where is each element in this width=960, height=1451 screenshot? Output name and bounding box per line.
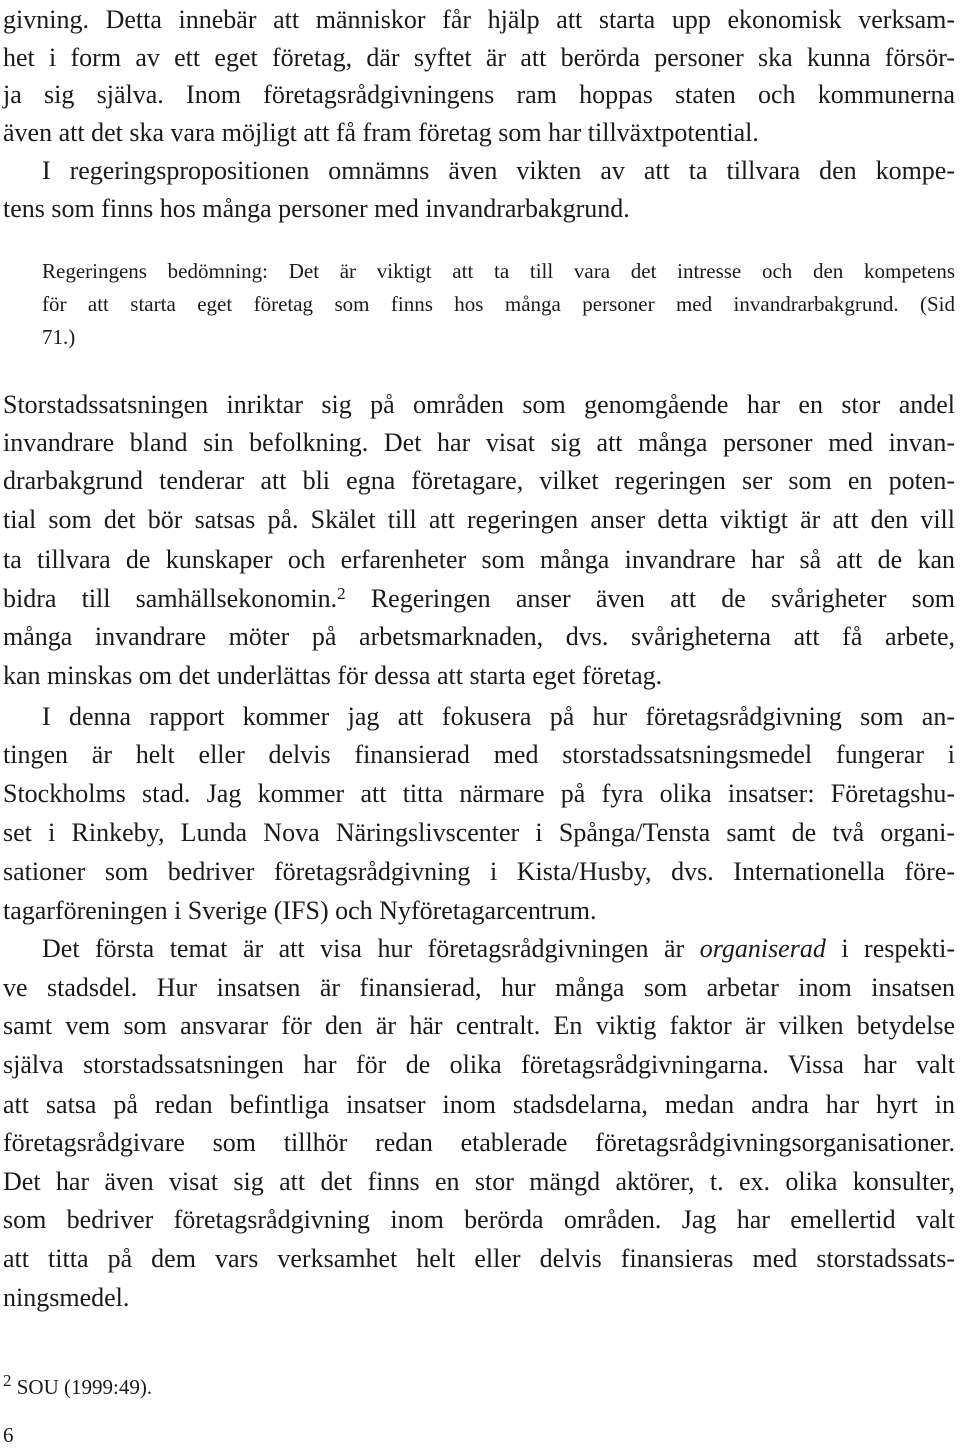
footnote	[3, 1370, 152, 1404]
page-number: 6	[3, 1423, 14, 1447]
text-line: själva storstadssatsningen har för de olika företagsrådgivningarna. Vissa har valt	[3, 1050, 955, 1079]
text-line: sationer som bedriver företagsrådgivning i Kista/Husby, dvs. Internationella före-	[3, 857, 955, 886]
text-line: drarbakgrund tenderar att bli egna företagare, vilket regeringen ser som en poten-	[3, 466, 955, 495]
text-line: företagsrådgivare som tillhör redan etablerade företagsrådgivningsorganisationer.	[3, 1128, 955, 1157]
text-line: många invandrare möter på arbetsmarknaden, dvs. svårigheterna att få arbete,	[3, 622, 955, 651]
text-span: i respekti-	[825, 934, 955, 963]
text-line: set i Rinkeby, Lunda Nova Näringslivscenter i Spånga/Tensta samt de två organi-	[3, 818, 955, 847]
text-line: I denna rapport kommer jag att fokusera på hur företagsrådgivning som an-	[42, 702, 955, 731]
text-line: ve stadsdel. Hur insatsen är finansierad, hur många som arbetar inom insatsen	[3, 973, 955, 1002]
text-line: Det har även visat sig att det finns en stor mängd aktörer, t. ex. olika konsulter,	[3, 1167, 955, 1196]
text-line: tial som det bör satsas på. Skälet till att regeringen anser detta viktigt är att den vill	[3, 505, 955, 534]
text-line: att satsa på redan befintliga insatser inom stadsdelarna, medan andra har hyrt in	[3, 1090, 955, 1119]
text-line: I regeringspropositionen omnämns även vikten av att ta tillvara den kompe-	[42, 156, 955, 185]
text-line: ningsmedel.	[3, 1283, 130, 1312]
text-line: även att det ska vara möjligt att få fram företag som har tillväxtpotential.	[3, 118, 759, 147]
text-line: Stockholms stad. Jag kommer att titta närmare på fyra olika insatser: Företagshu-	[3, 779, 955, 808]
text-line: tens som finns hos många personer med invandrarbakgrund.	[3, 194, 630, 223]
text-span: Regeringen anser även att de svårigheter som	[345, 584, 955, 613]
emphasized-word: organiserad	[699, 934, 826, 963]
quote-line: 71.)	[42, 325, 76, 349]
quote-line: för att starta eget företag som finns hos många personer med invandrarbakgrund. (Sid	[42, 292, 955, 316]
text-line: ja sig själva. Inom företagsrådgivningens ram hoppas staten och kommunerna	[3, 80, 955, 109]
text-line-with-emphasis	[42, 929, 955, 969]
quote-line: Regeringens bedömning: Det är viktigt att ta till vara det intresse och den kompetens	[42, 259, 955, 283]
text-line: att titta på dem vars verksamhet helt eller delvis finansieras med storstadssats-	[3, 1244, 955, 1273]
text-line: givning. Detta innebär att människor får hjälp att starta upp ekonomisk verksam-	[3, 5, 955, 34]
text-line: invandrare bland sin befolkning. Det har visat sig att många personer med invan-	[3, 428, 955, 457]
text-line: som bedriver företagsrådgivning inom berörda områden. Jag har emellertid valt	[3, 1205, 955, 1234]
text-line: Storstadssatsningen inriktar sig på områden som genomgående har en stor andel	[3, 390, 955, 419]
text-line: het i form av ett eget företag, där syftet är att berörda personer ska kunna försör-	[3, 43, 955, 72]
text-line: kan minskas om det underlättas för dessa att starta eget företag.	[3, 661, 663, 690]
text-line-with-footnote	[3, 579, 955, 619]
text-line: tagarföreningen i Sverige (IFS) och Nyföretagarcentrum.	[3, 896, 597, 925]
text-line: tingen är helt eller delvis finansierad med storstadssatsningsmedel fungerar i	[3, 740, 955, 769]
text-line: ta tillvara de kunskaper och erfarenheter som många invandrare har så att de kan	[3, 545, 955, 574]
text-span: Det första temat är att visa hur företagsrådgivningen är	[42, 934, 700, 963]
footnote-text: SOU (1999:49).	[16, 1375, 153, 1399]
text-line: samt vem som ansvarar för den är här centralt. En viktig faktor är vilken betydelse	[3, 1011, 955, 1040]
footnote-marker: 2	[3, 1371, 12, 1390]
text-span: bidra till samhällsekonomin.	[3, 584, 338, 613]
footnote-reference: 2	[337, 584, 346, 603]
